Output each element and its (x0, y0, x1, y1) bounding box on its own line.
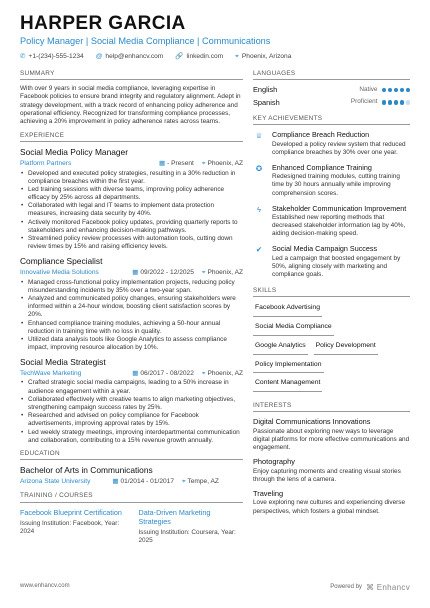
interest-item (253, 489, 410, 516)
job-entry (20, 357, 243, 445)
proficiency-dot (394, 88, 399, 93)
link-icon: 🔗 (175, 52, 184, 60)
interest-desc: Enjoy capturing moments and creating visual stories through the lens of a camera. (253, 467, 401, 483)
language-item (253, 98, 410, 107)
job-bullet: • Collaborated with legal and IT teams to implement data protection measures, increasing data security by 40%. (28, 202, 243, 218)
achievement-item (253, 130, 410, 157)
skill-tag: Social Media Compliance (253, 321, 334, 336)
interest-desc: Love exploring new cultures and experiencing diverse perspectives, which fosters a global mindset. (253, 499, 406, 515)
proficiency-dots (382, 88, 411, 93)
job-entry (20, 256, 243, 352)
job-bullet: • Enhanced compliance training modules, achieving a 50-hour annual reduction in training time with no loss in quality. (28, 320, 243, 336)
summary-heading: SUMMARY (20, 70, 243, 80)
job-title: Social Media Strategist (20, 357, 106, 368)
achievements-heading: KEY ACHIEVEMENTS (253, 115, 410, 125)
skills-heading: SKILLS (253, 287, 410, 297)
language-name: English (253, 85, 278, 95)
proficiency-dot (388, 88, 393, 93)
education-location: ⌖ Tempe, AZ (181, 477, 219, 485)
job-bullet: • Collaborated effectively with creative teams to align marketing objectives, strengthening campaign success rates by 25%. (28, 396, 243, 412)
job-dates: ▦ - Present (159, 160, 194, 168)
job-location: ⌖ Phoenix, AZ (201, 269, 243, 277)
training-item (20, 508, 125, 546)
job-bullet: • Researched and advised on policy compliance for Facebook advertisements, improving approval rates by 15%. (28, 412, 243, 428)
job-bullet: • Utilized data analysis tools like Google Analytics to assess compliance impact, improving resource allocation by 10%. (28, 336, 243, 352)
interest-title: Photography (253, 457, 295, 467)
job-title: Compliance Specialist (20, 256, 103, 267)
proficiency-dot (406, 88, 411, 93)
location-icon: ⌖ (201, 269, 206, 277)
skill-tag: Policy Implementation (253, 359, 324, 374)
candidate-name: HARPER GARCIA (20, 13, 186, 34)
achievement-title: Compliance Breach Reduction (272, 130, 370, 140)
skill-tag: Facebook Advertising (253, 302, 322, 317)
achievement-title: Social Media Campaign Success (272, 244, 378, 254)
footer (20, 583, 410, 593)
phone-icon: ✆ (20, 52, 26, 60)
proficiency-dot (394, 100, 399, 105)
contact-location: ⌖ Phoenix, Arizona (235, 52, 292, 60)
contact-email[interactable]: @ help@enhancv.com (95, 52, 164, 60)
interest-item (253, 417, 410, 452)
footer-url[interactable]: www.enhancv.com (20, 583, 70, 589)
job-bullet: • Developed and executed policy strategies, resulting in a 30% reduction in compliance breaches within the first year. (28, 170, 243, 186)
skill-tag: Policy Development (314, 340, 378, 355)
skills-list (253, 302, 410, 395)
interest-item (253, 457, 410, 484)
contact-bar (20, 53, 410, 61)
job-title: Social Media Policy Manager (20, 147, 128, 158)
interests-heading: INTERESTS (253, 402, 410, 412)
job-dates: ▦ 09/2022 - 12/2025 (132, 269, 194, 277)
job-bullet: • Managed cross-functional policy implementation projects, reducing policy misunderstanding incidents by 35% over a two-year span. (28, 279, 243, 295)
training-item (139, 508, 244, 546)
education-dates: ▦ 01/2014 - 01/2017 (112, 477, 174, 485)
languages-heading: LANGUAGES (253, 70, 410, 80)
powered-by-label: Powered by (330, 584, 362, 591)
right-column (253, 70, 410, 545)
training-desc: Issuing Institution: Facebook, Year: 2024 (20, 519, 120, 535)
interest-title: Digital Communications Innovations (253, 417, 371, 427)
check-icon: ✔ (255, 245, 263, 255)
job-bullet: • Actively monitored Facebook policy updates, providing quarterly reports to stakeholders and enhancing decision-making pathways. (28, 219, 243, 235)
skill-tag: Content Management (253, 377, 322, 392)
calendar-icon: ▦ (159, 160, 166, 168)
job-location: ⌖ Phoenix, AZ (201, 160, 243, 168)
job-bullet: • Led weekly strategy meetings, improving interdepartmental communication and collaboration, contributing to a 15% revenue growth annually. (28, 429, 243, 445)
location-icon: ⌖ (201, 370, 206, 377)
email-icon: @ (95, 52, 103, 60)
calendar-icon: ▦ (132, 269, 139, 277)
job-bullet: • Streamlined policy review processes with automation tools, cutting down review times by 15% and raising efficiency levels. (28, 235, 243, 251)
school-name: Arizona State University (20, 477, 91, 485)
achievement-title: Enhanced Compliance Training (272, 162, 372, 172)
summary-text: With over 9 years in social media compliance, leveraging expertise in Facebook policies to ensure brand integrity and regulatory alignment. Adept in strategy development, with a track record of enhancing policy adherence and operational efficiency. Recognized for transforming compliance processes, achieving a 20% improvement in policy adherence rates across teams. (20, 85, 241, 125)
candidate-subtitle: Policy Manager | Social Media Compliance | Communications (20, 36, 271, 46)
location-icon: ⌖ (201, 160, 206, 168)
contact-phone[interactable]: ✆ +1-(234)-555-1234 (20, 52, 84, 60)
proficiency-dot (400, 100, 405, 105)
experience-heading: EXPERIENCE (20, 132, 243, 142)
job-location: ⌖ Phoenix, AZ (201, 370, 243, 377)
training-heading: TRAINING / COURSES (20, 492, 243, 502)
achievement-title: Stakeholder Communication Improvement (272, 203, 407, 213)
calendar-icon: ▦ (112, 477, 119, 485)
location-icon: ⌖ (181, 477, 186, 485)
achievement-desc: Redesigned training modules, cutting training time by 30 hours annually while improving comprehension scores. (272, 173, 400, 197)
training-name: Data-Driven Marketing Strategies (138, 507, 211, 526)
achievement-desc: Developed a policy review system that reduced compliance breaches by 30% over one year. (272, 140, 406, 156)
company-name: Platform Partners (20, 160, 72, 168)
achievement-desc: Established new reporting methods that decreased stakeholder information lag by 40%, aiding decision-making speed. (272, 213, 406, 238)
proficiency-dot (382, 88, 387, 93)
trophy-icon: ♕ (255, 131, 263, 141)
enhancv-logo: ⌘ Enhancv (365, 583, 410, 592)
language-level: Proficient (350, 98, 378, 106)
achievement-item (253, 163, 410, 198)
language-level: Native (359, 85, 378, 93)
language-name: Spanish (253, 97, 280, 107)
proficiency-dot (388, 100, 393, 105)
education-heading: EDUCATION (20, 450, 243, 460)
training-desc: Issuing Institution: Coursera, Year: 2025 (138, 528, 236, 545)
skill-tag: Google Analytics (253, 340, 308, 355)
language-item (253, 85, 410, 94)
proficiency-dot (406, 100, 411, 105)
company-name: Innovative Media Solutions (20, 269, 99, 277)
interest-desc: Passionate about exploring new ways to leverage digital platforms for more effective communications and engagement. (253, 427, 410, 451)
achievement-item (253, 244, 410, 279)
interest-title: Traveling (253, 488, 284, 498)
job-bullet: • Crafted strategic social media campaigns, leading to a 50% increase in audience engagement within a year. (28, 379, 243, 395)
achievement-item (253, 204, 410, 239)
lightning-icon: ϟ (257, 204, 261, 214)
achievement-desc: Led a campaign that boosted engagement by 50%, aligning closely with marketing and compliance goals. (272, 254, 401, 279)
proficiency-dots (382, 100, 411, 105)
job-bullet: • Analyzed and communicated policy changes, ensuring stakeholders were informed within a 24-hour window, boosting client satisfaction scores by 20%. (28, 295, 243, 320)
training-name: Facebook Blueprint Certification (20, 507, 122, 517)
proficiency-dot (400, 88, 405, 93)
job-dates: ▦ 06/2017 - 08/2022 (132, 370, 194, 377)
degree-title: Bachelor of Arts in Communications (20, 465, 153, 476)
job-bullet: • Led training sessions with diverse teams, improving policy adherence efficacy by 25% across all departments. (28, 186, 243, 202)
job-entry (20, 147, 243, 251)
company-name: TechWave Marketing (20, 370, 82, 377)
proficiency-dot (382, 100, 387, 105)
location-icon: ⌖ (235, 52, 239, 60)
calendar-icon: ▦ (132, 370, 139, 377)
medal-icon: ✪ (255, 163, 263, 173)
contact-linkedin[interactable]: 🔗 linkedin.com (175, 52, 224, 60)
left-column (20, 70, 243, 545)
